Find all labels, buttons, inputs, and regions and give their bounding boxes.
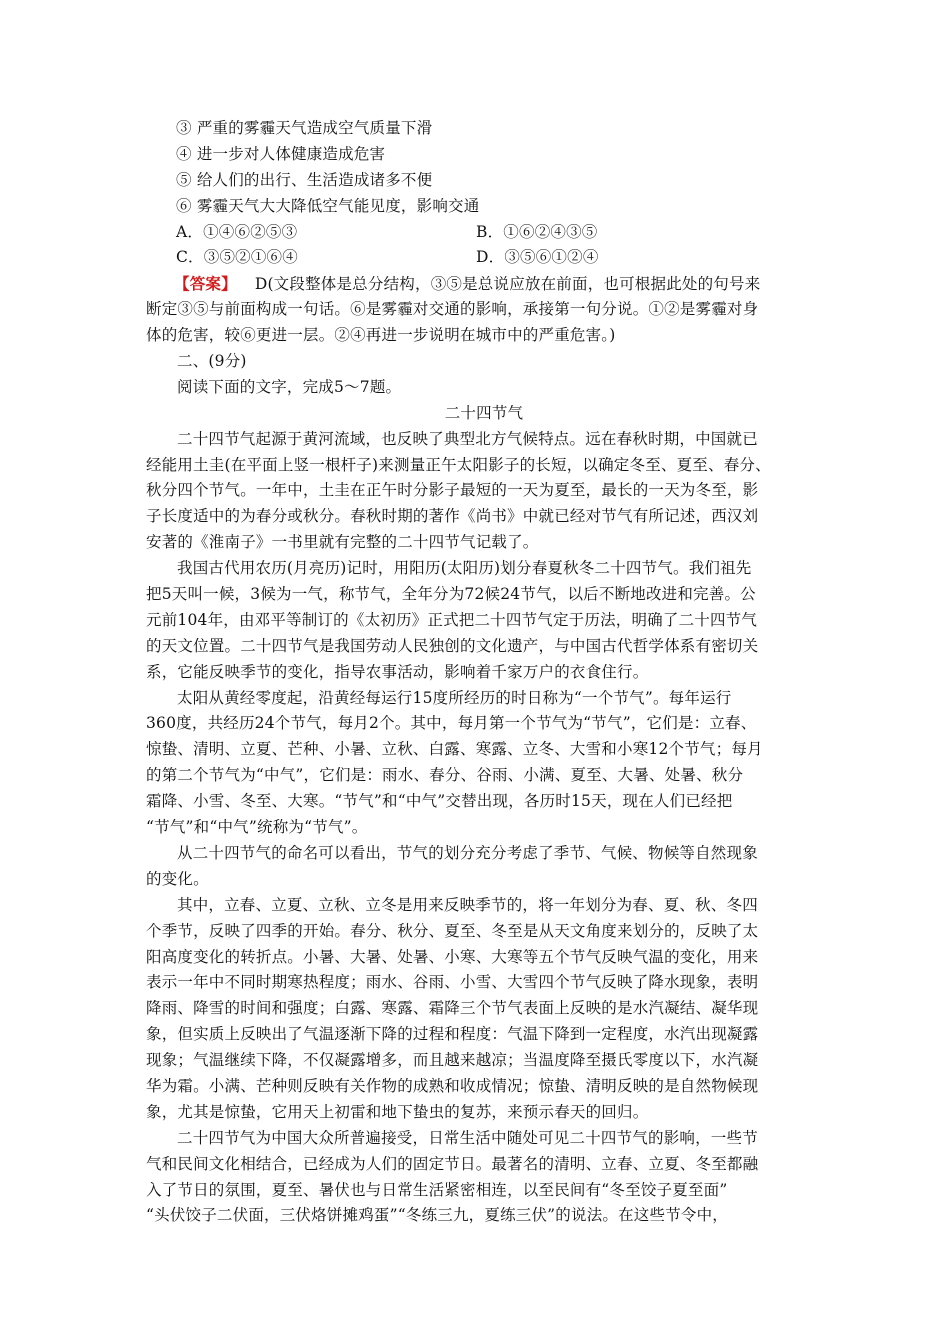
section-instruction: 阅读下面的文字，完成5～7题。: [177, 377, 402, 396]
list-item: ⑤ 给人们的出行、生活造成诸多不便: [176, 170, 433, 189]
paragraph-line: 现象；气温继续下降，不仅凝露增多，而且越来越凉；当温度降至摄氏零度以下，水汽凝: [146, 1051, 759, 1070]
paragraph-line: 从二十四节气的命名可以看出，节气的划分充分考虑了季节、气候、物候等自然现象: [177, 843, 758, 862]
option-d: D．③⑤⑥①②④: [476, 248, 599, 267]
list-item: ④ 进一步对人体健康造成危害: [176, 144, 386, 163]
paragraph-line: 子长度适中的为春分或秋分。春秋时期的著作《尚书》中就已经对节气有所记述，西汉刘: [146, 507, 759, 526]
answer-text: D(文段整体是总分结构，③⑤是总说应放在前面，也可根据此处的句号来: [254, 275, 761, 294]
paragraph-line: 的天文位置。二十四节气是我国劳动人民独创的文化遗产，与中国古代哲学体系有密切关: [146, 636, 759, 655]
paragraph: [146, 1126, 822, 1230]
answer-text: 体的危害，较⑥更进一层。②④再进一步说明在城市中的严重危害。): [146, 326, 616, 345]
paragraph-line: 入了节日的氛围，夏至、暑伏也与日常生活紧密相连，以至民间有“冬至饺子夏至面”: [146, 1180, 728, 1199]
paragraph-line: 象，但实质上反映出了气温逐渐下降的过程和程度：气温下降到一定程度，水汽出现凝露: [146, 1025, 759, 1044]
answer-line: [146, 271, 822, 297]
paragraph-line: 其中，立春、立夏、立秋、立冬是用来反映季节的，将一年划分为春、夏、秋、冬四: [177, 895, 758, 914]
option-c: C．③⑤②①⑥④: [176, 248, 298, 267]
paragraph-line: “节气”和“中气”统称为“节气”。: [146, 818, 368, 837]
paragraph-line: 表示一年中不同时期寒热程度；雨水、谷雨、小雪、大雪四个节气反映了降水现象，表明: [146, 973, 759, 992]
paragraph-line: 阳高度变化的转折点。小暑、大暑、处暑、小寒、大寒等五个节气反映气温的变化，用来: [146, 947, 759, 966]
paragraph-line: 经能用土圭(在平面上竖一根杆子)来测量正午太阳影子的长短，以确定冬至、夏至、春分、: [146, 455, 771, 474]
article-title: 二十四节气: [444, 403, 524, 422]
paragraph-line: 元前104年，由邓平等制订的《太初历》正式把二十四节气定于历法，明确了二十四节气: [146, 610, 758, 629]
paragraph-line: 个季节，反映了四季的开始。春分、秋分、夏至、冬至是从天文角度来划分的，反映了太: [146, 921, 759, 940]
paragraph: [146, 893, 822, 1126]
paragraph-line: 惊蛰、清明、立夏、芒种、小暑、立秋、白露、寒露、立冬、大雪和小寒12个节气；每月: [146, 740, 763, 759]
paragraph-line: 的变化。: [146, 869, 209, 888]
options-row: [146, 245, 822, 271]
paragraph-line: 象，尤其是惊蛰，它用天上初雷和地下蛰虫的复苏，来预示春天的回归。: [146, 1102, 649, 1121]
paragraph-line: 太阳从黄经零度起，沿黄经每运行15度所经历的时日称为“一个节气”。每年运行: [177, 688, 732, 707]
paragraph-line: 系，它能反映季节的变化，指导农事活动，影响着千家万户的衣食住行。: [146, 662, 649, 681]
options-row: [146, 220, 822, 246]
paragraph-line: 二十四节气起源于黄河流域，也反映了典型北方气候特点。远在春秋时期，中国就已: [177, 429, 758, 448]
paragraph-line: 二十四节气为中国大众所普遍接受，日常生活中随处可见二十四节气的影响，一些节: [177, 1128, 758, 1147]
option-b: B．①⑥②④③⑤: [476, 222, 598, 241]
paragraph-line: 华为霜。小满、芒种则反映有关作物的成熟和收成情况；惊蛰、清明反映的是自然物候现: [146, 1076, 759, 1095]
list-item: ⑥ 雾霾天气大大降低空气能见度，影响交通: [176, 196, 480, 215]
document-page: [146, 116, 822, 1229]
list-item: ③ 严重的雾霾天气造成空气质量下滑: [176, 119, 433, 137]
paragraph: [146, 686, 822, 841]
paragraph-line: 把5天叫一候，3候为一气，称节气，全年分为72候24节气，以后不断地改进和完善。公: [146, 585, 756, 604]
paragraph-line: 霜降、小雪、冬至、大寒。“节气”和“中气”交替出现，各历时15天，现在人们已经把: [146, 792, 733, 811]
paragraph-line: 秋分四个节气。一年中，土圭在正午时分影子最短的一天为夏至，最长的一天为冬至，影: [146, 481, 759, 500]
paragraph-line: 安著的《淮南子》一书里就有完整的二十四节气记载了。: [146, 533, 539, 552]
paragraph-line: “头伏饺子二伏面，三伏烙饼摊鸡蛋”“冬练三九，夏练三伏”的说法。在这些节令中，: [146, 1206, 728, 1225]
paragraph-line: 的第二个节气为“中气”，它们是：雨水、春分、谷雨、小满、夏至、大暑、处暑、秋分: [146, 766, 744, 785]
paragraph: [146, 841, 822, 893]
paragraph-line: 降雨、降雪的时间和强度；白露、寒露、霜降三个节气表面上反映的是水汽凝结、凝华现: [146, 999, 759, 1018]
paragraph: [146, 427, 822, 556]
answer-tag: 【答案】: [174, 274, 237, 294]
section-heading: 二、(9分): [177, 352, 247, 371]
paragraph-line: 360度，共经历24个节气，每月2个。其中，每月第一个节气为“节气”，它们是：立春、: [146, 714, 757, 733]
paragraph: [146, 556, 822, 685]
paragraph-line: 气和民间文化相结合，已经成为人们的固定节日。最著名的清明、立春、立夏、冬至都融: [146, 1154, 759, 1173]
answer-text: 断定③⑤与前面构成一句话。⑥是雾霾对交通的影响，承接第一句分说。①②是雾霾对身: [146, 300, 759, 319]
paragraph-line: 我国古代用农历(月亮历)记时，用阳历(太阳历)划分春夏秋冬二十四节气。我们祖先: [177, 559, 752, 578]
option-a: A．①④⑥②⑤③: [176, 222, 298, 241]
